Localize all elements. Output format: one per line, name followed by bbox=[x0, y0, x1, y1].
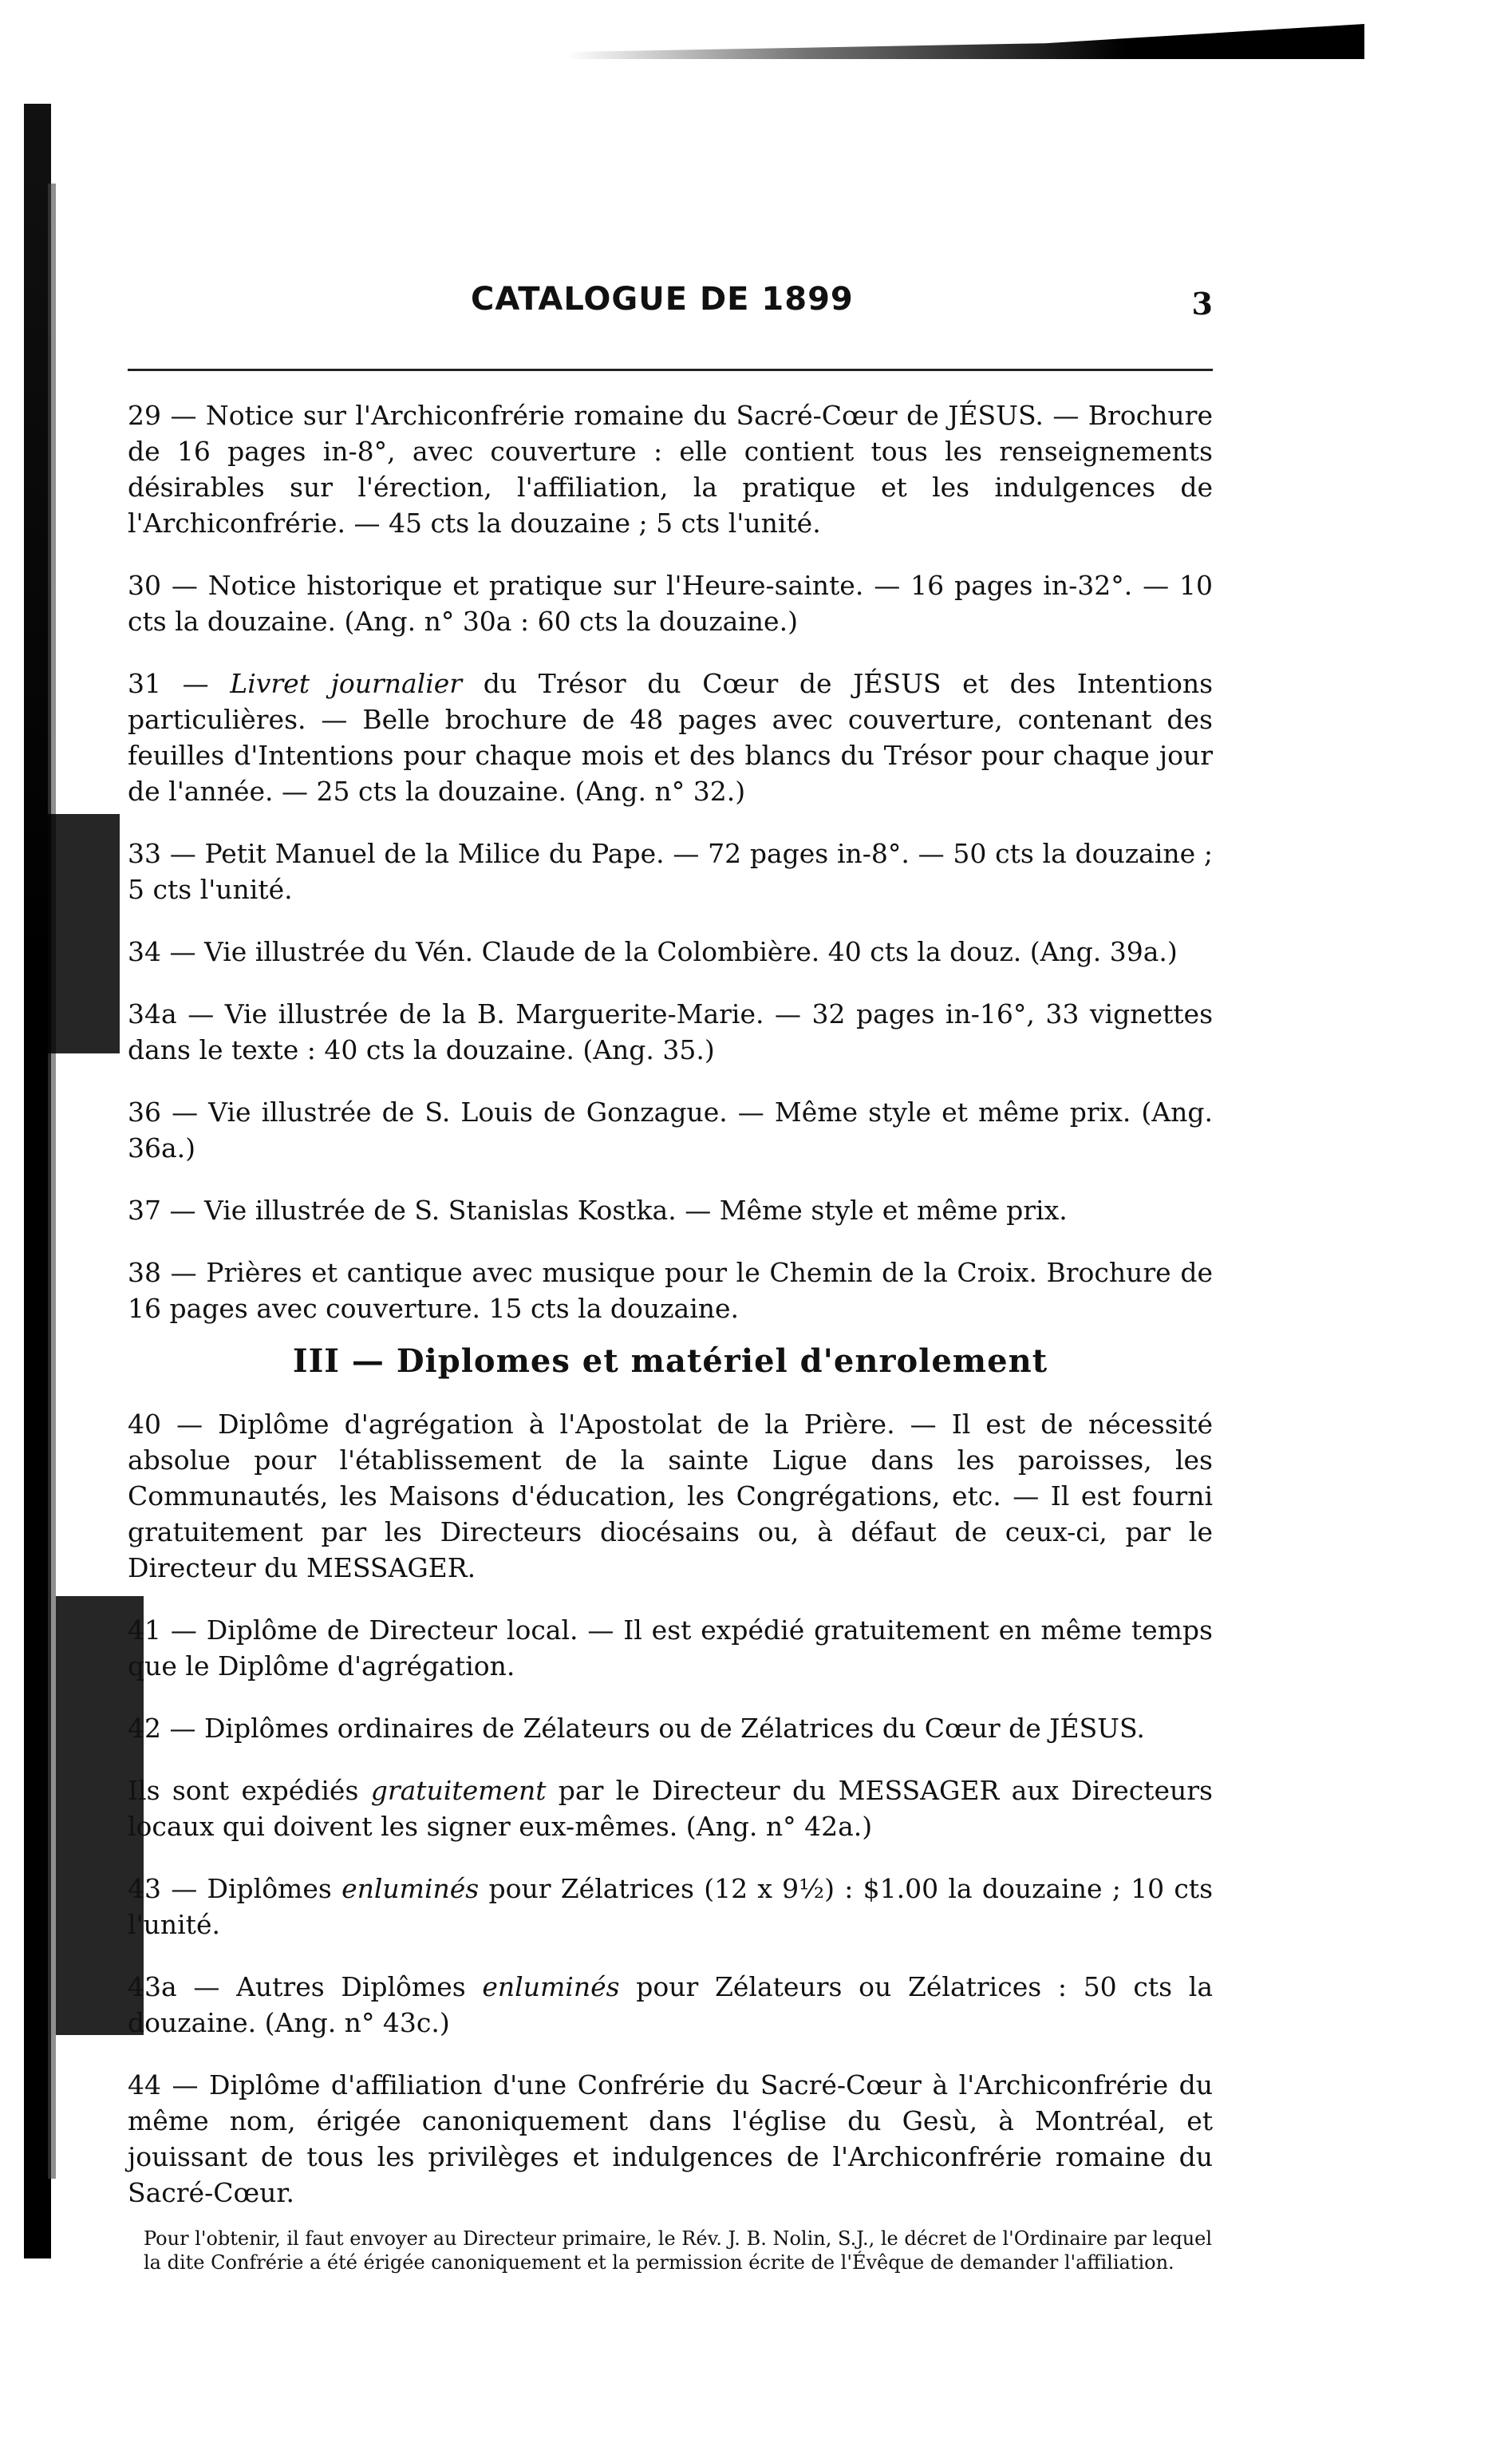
entries-list-1 bbox=[128, 397, 1213, 1326]
section-title: III — Diplomes et matériel d'enrolement bbox=[292, 1342, 1048, 1380]
entry-number: 41 bbox=[128, 1614, 171, 1646]
page-number: 3 bbox=[1191, 286, 1213, 322]
catalogue-entry bbox=[128, 1612, 1213, 1684]
entry-text: — Prières et cantique avec musique pour le Chemin de la Croix. Brochure de 16 pages avec couverture. 15 cts la douzaine. bbox=[128, 1257, 1213, 1324]
entry-text-pre: Ils sont expédiés bbox=[128, 1775, 371, 1806]
entry-number: 31 bbox=[128, 668, 183, 699]
catalogue-page bbox=[128, 271, 1213, 2274]
entry-text-pre: — Autres Diplômes bbox=[193, 1971, 483, 2002]
entry-text: du Trésor du Cœur de JÉSUS et des Intentions particulières. — Belle brochure de 48 pages avec couverture, contenant des feuilles d'Intentions pour chaque mois et des blancs du Trésor pour chaque jour de l'année. — 25 cts la douzaine. (Ang. n° 32.) bbox=[128, 668, 1214, 807]
entry-text: — Notice sur l'Archiconfrérie romaine du Sacré-Cœur de JÉSUS. — Brochure de 16 pages in-8°, avec couverture : elle contient tous les renseignements désirables sur l'érection, l'affiliation, la pratique et les indulgences de l'Archiconfrérie. — 45 cts la douzaine ; 5 cts l'unité. bbox=[128, 400, 1213, 539]
entry-text: — Petit Manuel de la Milice du Pape. — 72 pages in-8°. — 50 cts la douzaine ; 5 cts l'unité. bbox=[128, 838, 1214, 905]
entry-text: par le Directeur du MESSAGER aux Directeurs locaux qui doivent les signer eux-mêmes. (Ang. n° 42a.) bbox=[128, 1775, 1213, 1842]
entry-number: 40 bbox=[128, 1409, 177, 1440]
entry-number: 34a bbox=[128, 998, 188, 1029]
catalogue-entry bbox=[128, 397, 1213, 541]
catalogue-entry bbox=[128, 567, 1213, 639]
entry-italic: enluminés bbox=[482, 1971, 620, 2002]
entry-number: 38 bbox=[128, 1257, 171, 1288]
catalogue-entry bbox=[128, 1772, 1213, 1844]
entry-number: 44 bbox=[128, 2069, 172, 2100]
entry-text-pre: — Diplômes bbox=[171, 1873, 342, 1904]
entry-number: 43a bbox=[128, 1971, 194, 2002]
header-rule bbox=[128, 369, 1213, 371]
entry-text: — Diplôme d'agrégation à l'Apostolat de la Prière. — Il est de nécessité absolue pour l'établissement de la sainte Ligue dans les paroisses, les Communautés, les Maisons d'éducation, les Congrégations, etc. — Il est fourni gratuitement par les Directeurs diocésains ou, à défaut de ceux-ci, par le Directeur du MESSAGER. bbox=[128, 1409, 1214, 1583]
scan-edge-notch bbox=[48, 814, 120, 1053]
entry-number: 42 bbox=[128, 1713, 170, 1744]
page-title: CATALOGUE DE 1899 bbox=[471, 281, 854, 318]
entries-list-2 bbox=[128, 1406, 1213, 2211]
catalogue-entry bbox=[128, 2067, 1213, 2211]
entry-text: pour Zélateurs ou Zélatrices : 50 cts la douzaine. (Ang. n° 43c.) bbox=[128, 1971, 1213, 2038]
catalogue-entry bbox=[128, 1871, 1213, 1942]
entry-number: 30 bbox=[128, 570, 172, 601]
entry-italic: Livret journalier bbox=[230, 668, 463, 699]
catalogue-entry bbox=[128, 1710, 1213, 1746]
catalogue-entry bbox=[128, 1406, 1213, 1586]
entry-text: — Vie illustrée de la B. Marguerite-Marie. — 32 pages in-16°, 33 vignettes dans le texte : 40 cts la douzaine. (Ang. 35.) bbox=[128, 998, 1214, 1065]
entry-text: — Vie illustrée de S. Louis de Gonzague. — Même style et même prix. (Ang. 36a.) bbox=[128, 1097, 1213, 1164]
catalogue-entry bbox=[128, 934, 1213, 970]
entry-text-pre: — bbox=[182, 668, 231, 699]
catalogue-entry bbox=[128, 1969, 1213, 2041]
scan-edge-left-shadow bbox=[48, 184, 56, 2179]
scan-edge-top bbox=[551, 24, 1364, 62]
entry-text: — Vie illustrée de S. Stanislas Kostka. — Même style et même prix. bbox=[169, 1195, 1068, 1226]
entry-number: 36 bbox=[128, 1097, 172, 1128]
catalogue-entry bbox=[128, 996, 1213, 1068]
entry-text: — Notice historique et pratique sur l'Heure-sainte. — 16 pages in-32°. — 10 cts la douzaine. (Ang. n° 30a : 60 cts la douzaine.) bbox=[128, 570, 1213, 637]
entry-number: 43 bbox=[128, 1873, 172, 1904]
footnote: Pour l'obtenir, il faut envoyer au Directeur primaire, le Rév. J. B. Nolin, S.J., le décret de l'Ordinaire par lequel la dite Confrérie a été érigée canoniquement et la permission écrite de l'Évêque de demander l'affiliation. bbox=[144, 2227, 1213, 2274]
entry-text: — Diplôme de Directeur local. — Il est expédié gratuitement en même temps que le Diplôme d'agrégation. bbox=[128, 1614, 1213, 1682]
entry-number: 37 bbox=[128, 1195, 170, 1226]
catalogue-entry bbox=[128, 666, 1213, 809]
entry-text: pour Zélatrices (12 x 9½) : $1.00 la douzaine ; 10 cts l'unité. bbox=[128, 1873, 1214, 1940]
entry-text: — Vie illustrée du Vén. Claude de la Colombière. 40 cts la douz. (Ang. 39a.) bbox=[169, 936, 1178, 967]
catalogue-entry bbox=[128, 1255, 1213, 1326]
entry-text: — Diplôme d'affiliation d'une Confrérie du Sacré-Cœur à l'Archiconfrérie du même nom, érigée canoniquement dans l'église du Gesù, à Montréal, et jouissant de tous les privilèges et indulgences de l'Archiconfrérie romaine du Sacré-Cœur. bbox=[128, 2069, 1213, 2208]
entry-number: 29 bbox=[128, 400, 171, 431]
entry-number: 34 bbox=[128, 936, 170, 967]
entry-italic: enluminés bbox=[341, 1873, 480, 1904]
entry-text: — Diplômes ordinaires de Zélateurs ou de Zélatrices du Cœur de JÉSUS. bbox=[169, 1713, 1145, 1744]
scan-edge-left bbox=[24, 104, 51, 2258]
entry-number: 33 bbox=[128, 838, 170, 869]
entry-italic: gratuitement bbox=[370, 1775, 547, 1806]
catalogue-entry bbox=[128, 836, 1213, 907]
page-header bbox=[128, 271, 1213, 327]
catalogue-entry bbox=[128, 1192, 1213, 1228]
catalogue-entry bbox=[128, 1094, 1213, 1166]
